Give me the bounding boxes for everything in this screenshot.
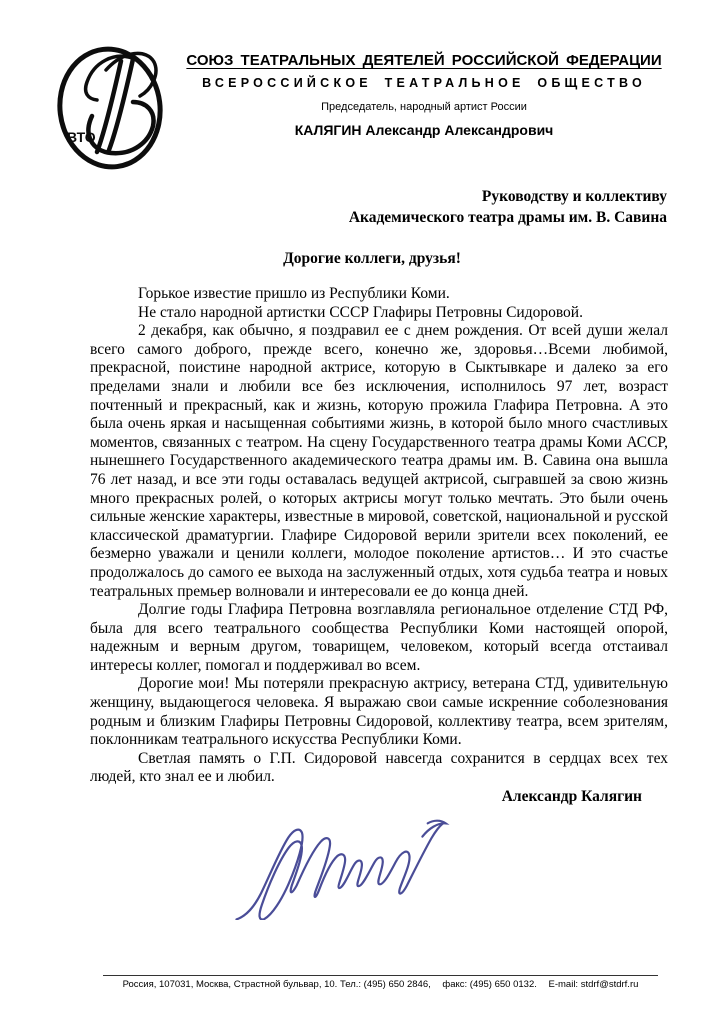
handwritten-signature xyxy=(228,818,488,920)
footer-email: E-mail: stdrf@stdrf.ru xyxy=(548,979,639,990)
vto-logo-text: ВТО xyxy=(67,129,96,145)
paragraph: Не стало народной артистки СССР Глафиры Петровны Сидоровой. xyxy=(138,303,583,321)
footer-address: Россия, 107031, Москва, Страстной бульвар, 10. xyxy=(122,979,338,990)
contact-footer xyxy=(103,975,658,990)
addressee-line-2: Академического театра драмы им. В. Савина xyxy=(348,209,667,226)
footer-phone: Тел.: (495) 650 2846, xyxy=(339,979,431,990)
letter-body xyxy=(90,285,668,787)
signer-name: Александр Калягин xyxy=(501,788,642,806)
vto-logo xyxy=(48,38,180,177)
paragraph: Светлая память о Г.П. Сидоровой навсегда сохранится в сердцах всех тех людей, кто знал ее и любил. xyxy=(90,749,668,786)
paragraph: 2 декабря, как обычно, я поздравил ее с днем рождения. От всей души желал всего самого доброго, прежде всего, конечно же, здоровья…Всеми любимой, прекрасной, поистине народной актрисе, которую в Сыктывкаре и далеко за его пределами знали и любили все без исключения, исполнилось 97 лет, возраст почтенный и прекрасный, как и жизнь, которую прожила Глафира Петровна. А это была очень яркая и насыщенная событиями жизнь, в которой было много счастливых моментов, связанных с театром. На сцену Государственного театра драмы Коми АССР, нынешнего Государственного академического театра драмы им. В. Савина она вышла 76 лет назад, и все эти годы оставалась ведущей актрисой, сыгравшей за свою жизнь много прекрасных ролей, о которых актрисы могут только мечтать. Это были очень сильные женские характеры, известные в мировой, советской, национальной и русской классической драматургии. Глафире Сидоровой верили зрители всех поколений, ее безмерно уважали и ценили коллеги, молодое поколение артистов… И это счастье продолжалось до самого ее выхода на заслуженный отдых, хотя судьба театра и новых театральных премьер волновали и интересовали ее до конца дней. xyxy=(90,322,668,600)
salutation: Дорогие коллеги, друзья! xyxy=(283,250,461,267)
footer-fax: факс: (495) 650 0132. xyxy=(442,979,537,990)
org-subname: ВСЕРОССИЙСКОЕ ТЕАТРАЛЬНОЕ ОБЩЕСТВО xyxy=(202,76,646,90)
paragraph: Горькое известие пришло из Республики Коми. xyxy=(138,285,450,302)
letterhead-text xyxy=(180,38,668,177)
chairman-name: КАЛЯГИН Александр Александрович xyxy=(294,122,554,138)
chairman-title: Председатель, народный артист России xyxy=(321,101,527,113)
vto-logo-icon xyxy=(48,38,178,172)
org-name: СОЮЗ ТЕАТРАЛЬНЫХ ДЕЯТЕЛЕЙ РОССИЙСКОЙ ФЕДЕРАЦИИ xyxy=(186,52,662,69)
signature-icon xyxy=(228,818,488,920)
letterhead xyxy=(48,38,668,177)
paragraph: Дорогие мои! Мы потеряли прекрасную актрису, ветерана СТД, удивительную женщину, выдающегося человека. Я выражаю свои самые искренние соболезнования родным и близким Глафиры Петровны Сидоровой, коллективу театра, всем зрителям, поклонникам театрального искусства Республики Коми. xyxy=(90,675,668,749)
addressee-line-1: Руководству и коллективу xyxy=(481,188,667,205)
paragraph: Долгие годы Глафира Петровна возглавляла региональное отделение СТД РФ, была для всего театрального сообщества Республики Коми настоящей опорой, надежным и верным другом, товарищем, человеком, который всегда отстаивал интересы коллег, помогал и поддерживал во всем. xyxy=(90,601,668,674)
addressee-block xyxy=(0,186,667,228)
